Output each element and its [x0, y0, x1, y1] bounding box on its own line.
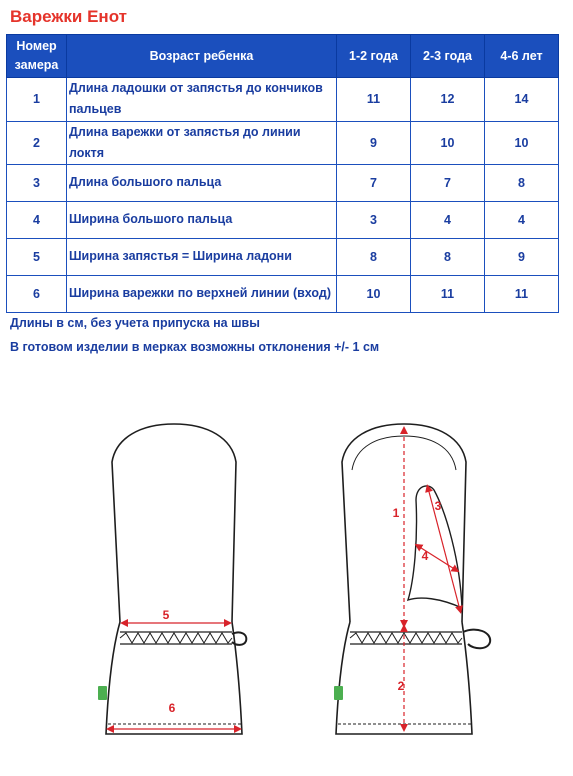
units-note: Длины в см, без учета припуска на швы: [10, 316, 260, 330]
row-number: 3: [7, 165, 67, 202]
header-number: Номер замера: [7, 35, 67, 78]
tolerance-note: В готовом изделии в мерках возможны отклонения +/- 1 см: [10, 340, 380, 354]
header-age-1-2: 1-2 года: [337, 35, 411, 78]
row-description: Ширина запястья = Ширина ладони: [67, 239, 337, 276]
row-value-1-2: 9: [337, 121, 411, 165]
measure-label-3: 3: [434, 499, 442, 513]
row-number: 5: [7, 239, 67, 276]
green-tag-icon: [334, 686, 343, 700]
header-age: Возраст ребенка: [67, 35, 337, 78]
measure-label-2: 2: [397, 679, 405, 693]
header-age-4-6: 4-6 лет: [485, 35, 559, 78]
row-value-1-2: 8: [337, 239, 411, 276]
row-value-4-6: 9: [485, 239, 559, 276]
mitten-back-cuff: [106, 622, 242, 734]
row-number: 4: [7, 202, 67, 239]
measure-label-6: 6: [168, 701, 176, 715]
measure-label-4: 4: [421, 549, 429, 563]
row-value-4-6: 8: [485, 165, 559, 202]
clip-icon: [463, 630, 490, 649]
green-tag-icon: [98, 686, 107, 700]
row-value-4-6: 10: [485, 121, 559, 165]
mitten-palm-view: [334, 424, 490, 734]
row-description: Длина варежки от запястья до линии локтя: [67, 121, 337, 165]
row-value-4-6: 11: [485, 276, 559, 313]
row-value-2-3: 7: [411, 165, 485, 202]
page-title: Варежки Енот: [10, 7, 127, 26]
mitten-back-zigzag: [120, 633, 232, 643]
measure-line-3: [428, 488, 460, 610]
row-value-1-2: 3: [337, 202, 411, 239]
row-number: 6: [7, 276, 67, 313]
row-description: Длина большого пальца: [67, 165, 337, 202]
mitten-back-view: [98, 424, 246, 734]
row-number: 2: [7, 121, 67, 165]
row-value-2-3: 4: [411, 202, 485, 239]
row-value-1-2: 7: [337, 165, 411, 202]
measure-label-5: 5: [162, 608, 170, 622]
row-value-2-3: 11: [411, 276, 485, 313]
row-value-2-3: 12: [411, 78, 485, 122]
measure-label-1: 1: [392, 506, 400, 520]
row-value-4-6: 4: [485, 202, 559, 239]
mitten-palm-zigzag: [350, 633, 462, 643]
row-value-2-3: 10: [411, 121, 485, 165]
row-value-1-2: 11: [337, 78, 411, 122]
row-value-4-6: 14: [485, 78, 559, 122]
row-value-2-3: 8: [411, 239, 485, 276]
mitten-back-outline: [112, 424, 236, 622]
row-description: Ширина большого пальца: [67, 202, 337, 239]
row-number: 1: [7, 78, 67, 122]
row-description: Длина ладошки от запястья до кончиков пальцев: [67, 78, 337, 122]
header-age-2-3: 2-3 года: [411, 35, 485, 78]
row-value-1-2: 10: [337, 276, 411, 313]
row-description: Ширина варежки по верхней линии (вход): [67, 276, 337, 313]
